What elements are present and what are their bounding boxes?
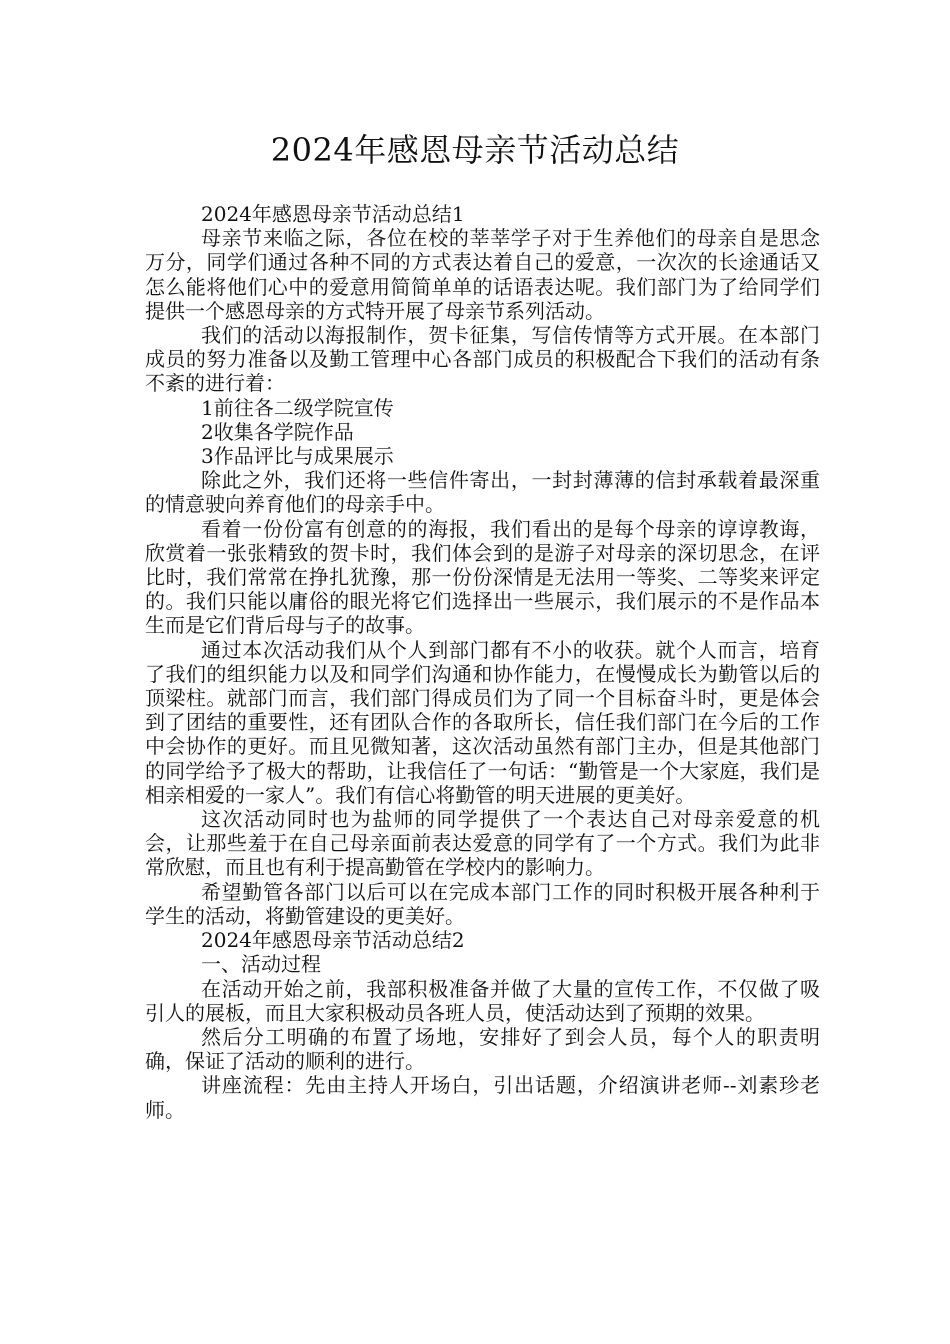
paragraph: 看着一份份富有创意的的海报，我们看出的是每个母亲的谆谆教诲，欣赏着一张张精致的贺卡时，我们体会到的是游子对母亲的深切思念，在评比时，我们常常在挣扎犹豫，那一份份深情是无法用一等奖、二等奖来评定的。我们只能以庸俗的眼光将它们选择出一些展示，我们展示的不是作品本生而是它们背后母与子的故事。 — [145, 516, 820, 638]
document-body — [145, 202, 820, 1122]
paragraph: 在活动开始之前，我部积极准备并做了大量的宣传工作，不仅做了吸引人的展板，而且大家积极动员各班人员，使活动达到了预期的效果。 — [145, 976, 820, 1025]
paragraph: 希望勤管各部门以后可以在完成本部门工作的同时积极开展各种利于学生的活动，将勤管建设的更美好。 — [145, 879, 820, 928]
paragraph: 我们的活动以海报制作，贺卡征集，写信传情等方式开展。在本部门成员的努力准备以及勤工管理中心各部门成员的积极配合下我们的活动有条不紊的进行着： — [145, 323, 820, 396]
paragraph: 通过本次活动我们从个人到部门都有不小的收获。就个人而言，培育了我们的组织能力以及和同学们沟通和协作能力，在慢慢成长为勤管以后的顶梁柱。就部门而言，我们部门得成员们为了同一个目标奋斗时，更是体会到了团结的重要性，还有团队合作的各取所长，信任我们部门在今后的工作中会协作的更好。而且见微知著，这次活动虽然有部门主办，但是其他部门的同学给予了极大的帮助，让我信任了一句话：“勤管是一个大家庭，我们是相亲相爱的一家人”。我们有信心将勤管的明天进展的更美好。 — [145, 637, 820, 807]
section-heading-1: 2024年感恩母亲节活动总结1 — [201, 202, 465, 226]
paragraph: 然后分工明确的布置了场地，安排好了到会人员，每个人的职责明确，保证了活动的顺利的进行。 — [145, 1024, 820, 1074]
list-item: 3作品评比与成果展示 — [201, 444, 394, 469]
paragraph: 讲座流程：先由主持人开场白，引出话题，介绍演讲老师--刘素珍老师。 — [145, 1073, 820, 1122]
list-item: 1前往各二级学院宣传 — [201, 395, 394, 420]
subheading: 一、活动过程 — [201, 952, 321, 977]
paragraph: 母亲节来临之际，各位在校的莘莘学子对于生养他们的母亲自是思念万分，同学们通过各种不同的方式表达着自己的爱意，一次次的长途通话又怎么能将他们心中的爱意用简简单单的话语表达呢。我们部门为了给同学们提供一个感恩母亲的方式特开展了母亲节系列活动。 — [145, 226, 820, 323]
document-title: 2024年感恩母亲节活动总结 — [270, 131, 680, 169]
paragraph: 除此之外，我们还将一些信件寄出，一封封薄薄的信封承载着最深重的情意驶向养育他们的母亲手中。 — [145, 468, 820, 517]
list-item: 2收集各学院作品 — [201, 419, 354, 444]
section-heading-2: 2024年感恩母亲节活动总结2 — [201, 928, 465, 953]
paragraph: 这次活动同时也为盐师的同学提供了一个表达自己对母亲爱意的机会，让那些羞于在自己母亲面前表达爱意的同学有了一个方式。我们为此非常欣慰，而且也有利于提高勤管在学校内的影响力。 — [145, 807, 820, 880]
